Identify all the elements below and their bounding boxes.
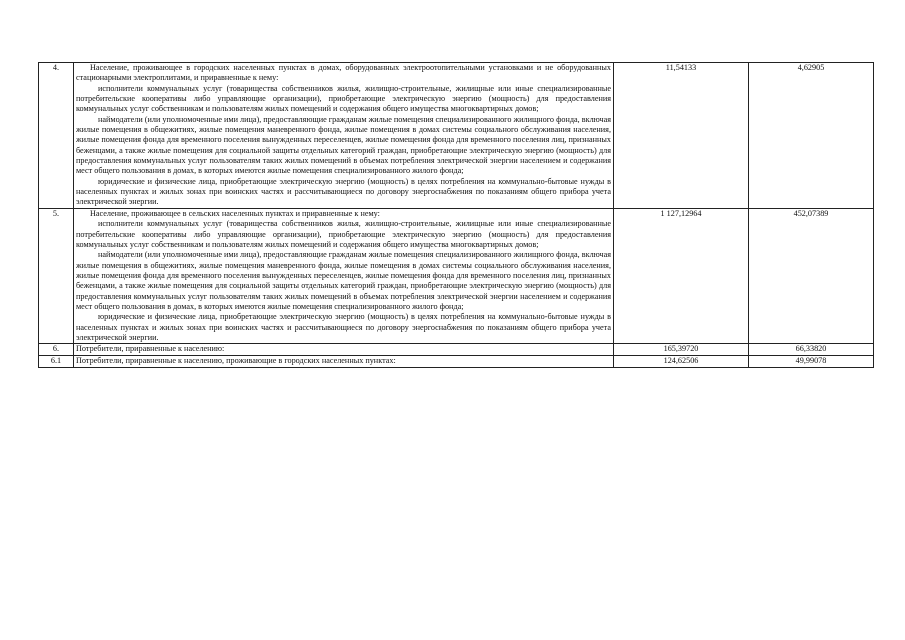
- row-value-1: 1 127,12964: [614, 208, 749, 343]
- row-value-2: 66,33820: [749, 344, 874, 356]
- row-paragraph: юридические и физические лица, приобретающие электрическую энергию (мощность) в целях потребления на коммунально-бытовые нужды в населенных пунктах и жилых зонах при воинских частях и рассчитывающиеся по договору энергоснабжения по показаниям общего прибора учета электрической энергии.: [76, 312, 611, 342]
- row-value-2: 49,99078: [749, 356, 874, 368]
- row-number: 4.: [39, 63, 74, 209]
- row-description: [74, 344, 614, 356]
- row-number: 5.: [39, 208, 74, 343]
- row-paragraph: исполнители коммунальных услуг (товарищества собственников жилья, жилищно-строительные, жилищные или иные специализированные потребительские кооперативы либо управляющие организации), приобретающие электрическую энергию (мощность) для предоставления коммунальных услуг собственникам и пользователям жилых помещений и содержания общего имущества многоквартирных домов;: [76, 219, 611, 249]
- table-row: [39, 208, 874, 343]
- row-heading: Население, проживающее в сельских населенных пунктах и приравненные к нему:: [90, 208, 380, 218]
- row-number: 6.: [39, 344, 74, 356]
- row-number: 6.1: [39, 356, 74, 368]
- row-paragraph: наймодатели (или уполномоченные ими лица), предоставляющие гражданам жилые помещения специализированного жилищного фонда, включая жилые помещения в общежитиях, жилые помещения маневренного фонда, жилые помещения в домах системы социального обслуживания населения, жилые помещения фонда для временного поселения вынужденных переселенцев, жилые помещения фонда для временного поселения лиц, признанных беженцами, а также жилые помещения для социальной защиты отдельных категорий граждан, приобретающие электрическую энергию (мощность) для предоставления коммунальных услуг пользователям таких жилых помещений в объемах потребления электрической энергии населением и содержания мест общего пользования в домах, в которых имеются жилые помещения специализированного жилого фонда;: [76, 250, 611, 311]
- table-row: [39, 356, 874, 368]
- row-paragraph: исполнители коммунальных услуг (товарищества собственников жилья, жилищно-строительные, жилищные или иные специализированные потребительские кооперативы либо управляющие организации), приобретающие электрическую энергию (мощность) для предоставления коммунальных услуг собственникам и пользователям жилых помещений и содержания общего имущества многоквартирных домов;: [76, 83, 611, 114]
- row-value-2: 4,62905: [749, 63, 874, 209]
- row-heading: Население, проживающее в городских населенных пунктах в домах, оборудованных электроотопительными установками и не оборудованных стационарными электроплитами, и приравненные к нему:: [76, 63, 611, 83]
- row-value-1: 11,54133: [614, 63, 749, 209]
- row-value-2: 452,07389: [749, 208, 874, 343]
- row-value-1: 124,62506: [614, 356, 749, 368]
- tariff-table: [38, 62, 874, 368]
- row-heading: Потребители, приравненные к населению, проживающие в городских населенных пунктах:: [76, 356, 396, 366]
- table-row: [39, 63, 874, 209]
- row-value-1: 165,39720: [614, 344, 749, 356]
- row-paragraph: наймодатели (или уполномоченные ими лица), предоставляющие гражданам жилые помещения специализированного жилищного фонда, включая жилые помещения в общежитиях, жилые помещения маневренного фонда, жилые помещения в домах системы социального обслуживания населения, жилые помещения фонда для временного поселения вынужденных переселенцев, жилые помещения фонда для временного поселения лиц, признанных беженцами, а также жилые помещения для социальной защиты отдельных категорий граждан, приобретающие электрическую энергию (мощность) для предоставления коммунальных услуг пользователям таких жилых помещений в объемах потребления электрической энергии населением и содержания мест общего пользования в домах, в которых имеются жилые помещения специализированного жилого фонда;: [76, 114, 611, 176]
- table-row: [39, 344, 874, 356]
- row-description: [74, 208, 614, 343]
- row-heading: Потребители, приравненные к населению:: [76, 344, 225, 354]
- row-description: [74, 356, 614, 368]
- row-description: [74, 63, 614, 209]
- row-paragraph: юридические и физические лица, приобретающие электрическую энергию (мощность) в целях потребления на коммунально-бытовые нужды в населенных пунктах и жилых зонах при воинских частях и рассчитывающиеся по договору энергоснабжения по показаниям общего прибора учета электрической энергии.: [76, 176, 611, 207]
